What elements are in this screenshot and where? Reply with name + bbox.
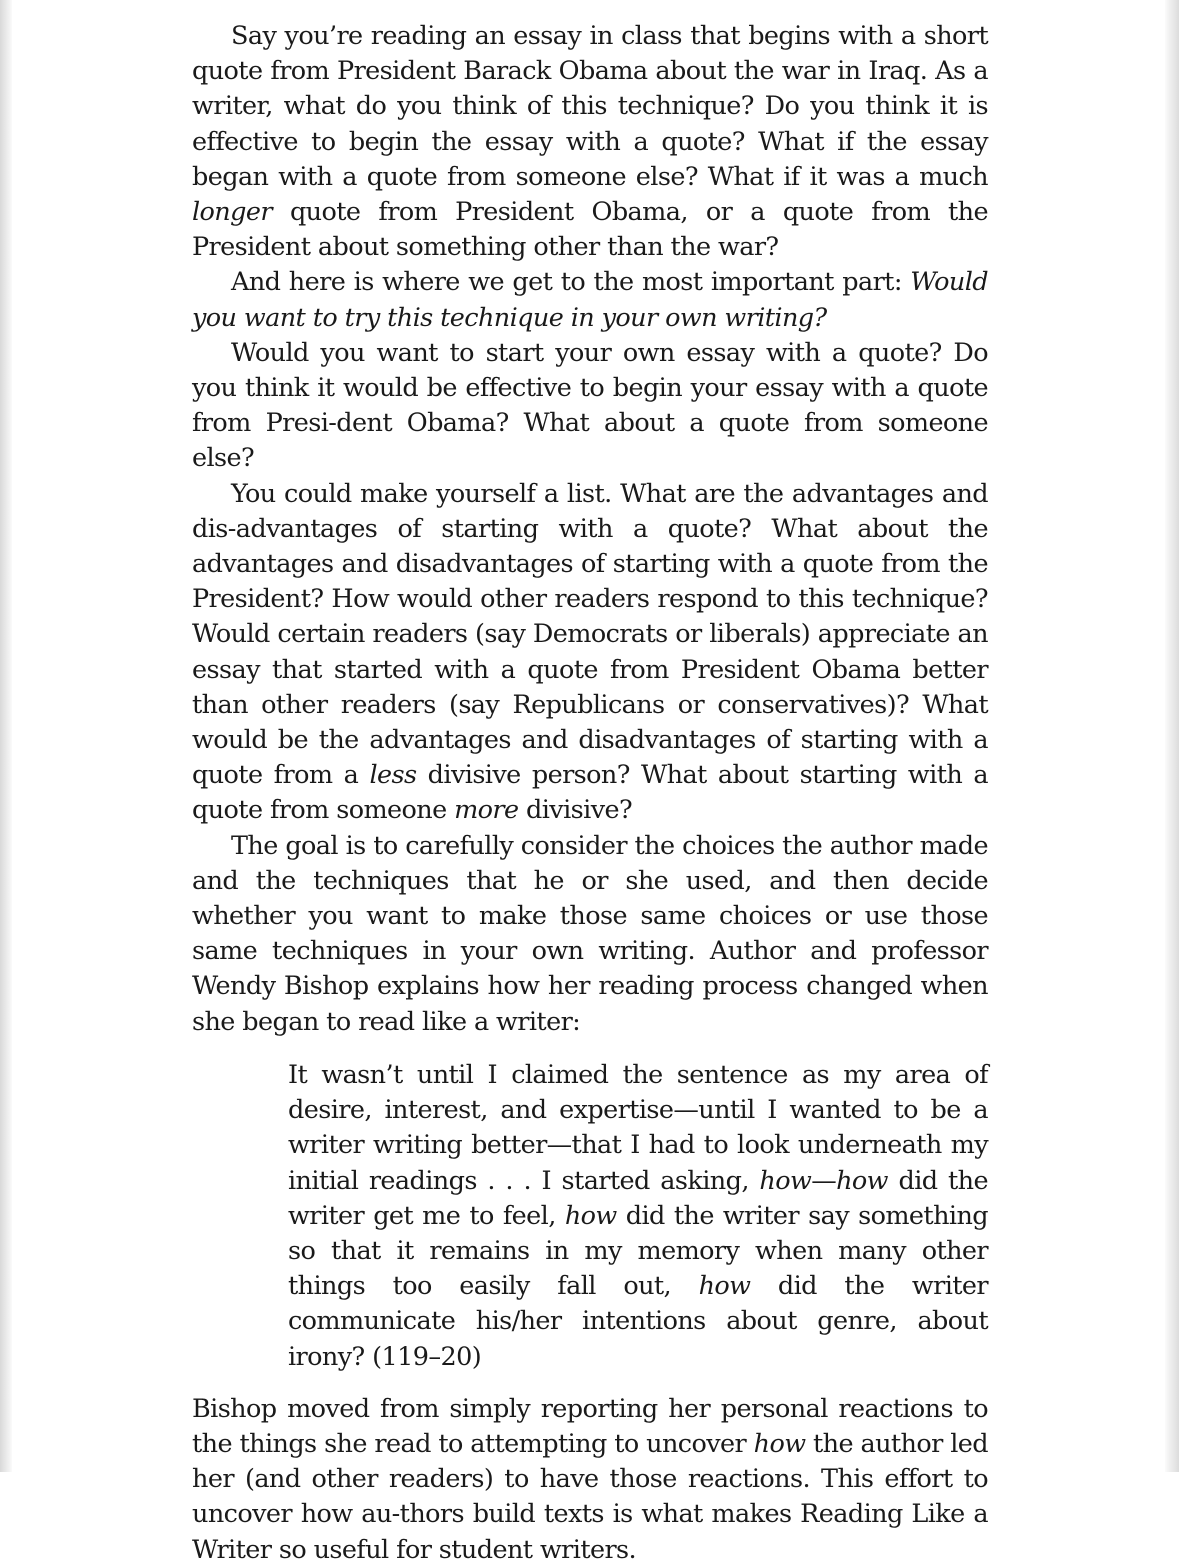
paragraph-1-text-c: quote from President Obama, or a quote from the President about something other than the war? (192, 197, 988, 263)
paragraph-1 (192, 19, 988, 265)
paragraph-3 (192, 336, 988, 477)
document-page[interactable] (12, 0, 1165, 1565)
block-quote-emphasis-how-2: how (836, 1165, 888, 1196)
paragraph-4-emphasis-more: more (454, 795, 519, 826)
page-edge-right (1165, 0, 1179, 1472)
block-quote-emphasis-how-1: how (759, 1165, 812, 1196)
paragraph-4 (192, 477, 988, 829)
paragraph-6-text-c: the author led her (and other readers) to have those reactions. This effort to uncover how au-thors build texts is what makes Reading Like a Writer so useful for student writers. (192, 1428, 988, 1565)
block-quote-text-i: did the writer communicate his/her intentions about genre, about irony? (119–20) (288, 1271, 988, 1372)
paragraph-3-text: Would you want to start your own essay with a quote? Do you think it would be effective to begin your essay with a quote from Presi-dent Obama? What about a quote from someone else? (192, 337, 988, 474)
paragraph-4-text-a: You could make yourself a list. What are the advantages and dis-advantages of starting with a quote? What about the advantages and disadvantages of starting with a quote from the President? How would other readers respond to this technique? Would certain readers (say Democrats or liberals) appreciate an essay that started with a quote from President Obama better than other readers (say Republicans or conservatives)? What would be the advantages and disadvantages of starting with a quote from a (192, 478, 988, 791)
paragraph-5 (192, 829, 988, 1040)
paragraph-6 (192, 1392, 988, 1568)
paragraph-2-emphasis: Would you want to try this technique in your own writing? (192, 267, 988, 333)
block-quote-text-e: did the writer get me to feel, (288, 1165, 988, 1231)
text-column (192, 19, 988, 1568)
block-quote-emphasis-how-3: how (564, 1200, 617, 1231)
paragraph-2 (192, 265, 988, 335)
paragraph-4-text-e: divisive? (518, 795, 633, 826)
paragraph-2-text-a: And here is where we get to the most important part: (231, 267, 911, 298)
paragraph-1-text-a: Say you’re reading an essay in class that begins with a short quote from President Barack Obama about the war in Iraq. As a writer, what do you think of this technique? Do you think it is effective to begin the essay with a quote? What if the essay began with a quote from someone else? What if it was a much (192, 21, 988, 192)
paragraph-4-emphasis-less: less (369, 760, 417, 791)
paragraph-5-text: The goal is to carefully consider the choices the author made and the techniques that he or she used, and then decide whether you want to make those same choices or use those same techniques in your own writing. Author and professor Wendy Bishop explains how her reading process changed when she began to read like a writer: (192, 830, 988, 1037)
paragraph-4-text-c: divisive person? What about starting with a quote from someone (192, 760, 988, 826)
block-quote-emphasis-how-4: how (698, 1271, 751, 1302)
page-edge-left (0, 0, 12, 1472)
paragraph-1-emphasis: longer (192, 197, 272, 228)
paragraph-6-text-a: Bishop moved from simply reporting her personal reactions to the things she read to attempting to uncover (192, 1393, 988, 1459)
block-quote-text-a: It wasn’t until I claimed the sentence as my area of desire, interest, and expertise—until I wanted to be a writer writing better—that I had to look underneath my initial readings . . . I started asking, (288, 1059, 988, 1196)
block-quote (288, 1058, 988, 1375)
block-quote-dash: — (811, 1165, 837, 1196)
paragraph-6-emphasis: how (753, 1428, 806, 1459)
block-quote-text-g: did the writer say something so that it remains in my memory when many other things too easily fall out, (288, 1200, 988, 1302)
